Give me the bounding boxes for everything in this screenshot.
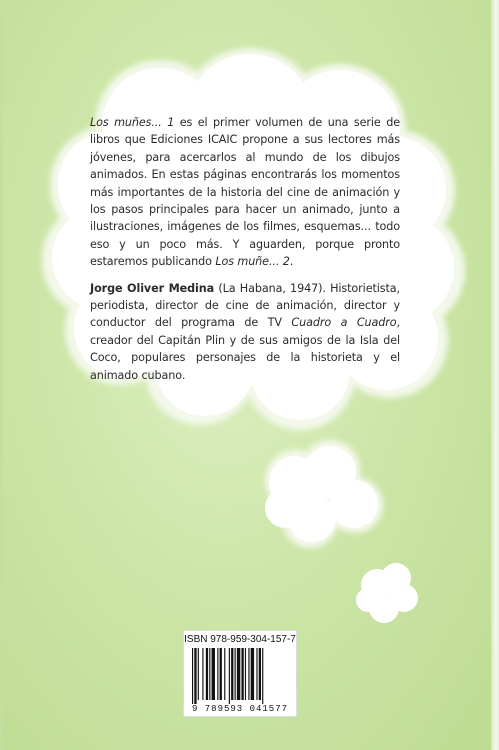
series-description — [90, 114, 400, 271]
small-cloud — [356, 563, 418, 623]
tv-program-title: Cuadro a Cuadro — [291, 316, 397, 330]
barcode-bar — [259, 648, 261, 700]
barcode-bar — [262, 648, 263, 704]
barcode-bar — [194, 648, 196, 704]
author-name: Jorge Oliver Medina — [90, 281, 215, 295]
barcode-bar — [206, 648, 208, 700]
barcode-bar — [241, 648, 243, 700]
barcode-bar — [217, 648, 218, 700]
barcode-bar — [248, 648, 249, 700]
barcode-bar — [237, 648, 240, 700]
isbn-label: ISBN 978-959-304-157-7 — [184, 634, 296, 645]
author-origin: (La Habana, 1947) — [214, 281, 323, 295]
barcode-bar — [209, 648, 210, 700]
barcode-bar — [220, 648, 222, 700]
series-description-body: es el primer volumen de una serie de libros que Ediciones ICAIC propone a sus lectores más jóvenes, para acercarlos al mundo de los dibujos animados. En estas páginas encontrarás los momentos más importantes de la historia del cine de animación y los pasos principales para hacer un animado, junto a ilustraciones, imágenes de los filmes, esquemas... todo eso y un poco más. Y aguarden, porque pronto estaremos publicando — [90, 116, 400, 269]
barcode-digits: 9 789593 041577 — [191, 704, 288, 714]
barcode-bar — [251, 648, 254, 700]
barcode-bar — [245, 648, 246, 700]
author-bio-body-1: . Historietista, periodista, director de cine de animación, director y conductor del programa de TV — [90, 281, 400, 330]
next-volume-title: Los muñe... 2 — [215, 255, 290, 269]
barcode-bar — [212, 648, 215, 700]
barcode-bar — [231, 648, 233, 700]
barcode-bar — [256, 648, 257, 700]
author-bio — [90, 280, 400, 384]
barcode-bar — [198, 648, 199, 700]
back-cover-text — [90, 114, 400, 384]
author-bio-body-2: , creador del Capitán Plin y de sus amigos de la Isla del Coco, populares personajes de la historieta y el animado cubano. — [90, 316, 400, 382]
barcode-bar — [235, 648, 236, 700]
isbn-barcode — [183, 630, 297, 717]
series-description-end: . — [289, 255, 294, 269]
barcode-bar — [224, 648, 225, 700]
barcode-bar — [229, 648, 230, 704]
barcode-bar — [202, 648, 203, 700]
barcode-bars — [190, 648, 290, 704]
book-title: Los muñes... 1 — [90, 116, 175, 129]
barcode-bar — [192, 648, 193, 704]
